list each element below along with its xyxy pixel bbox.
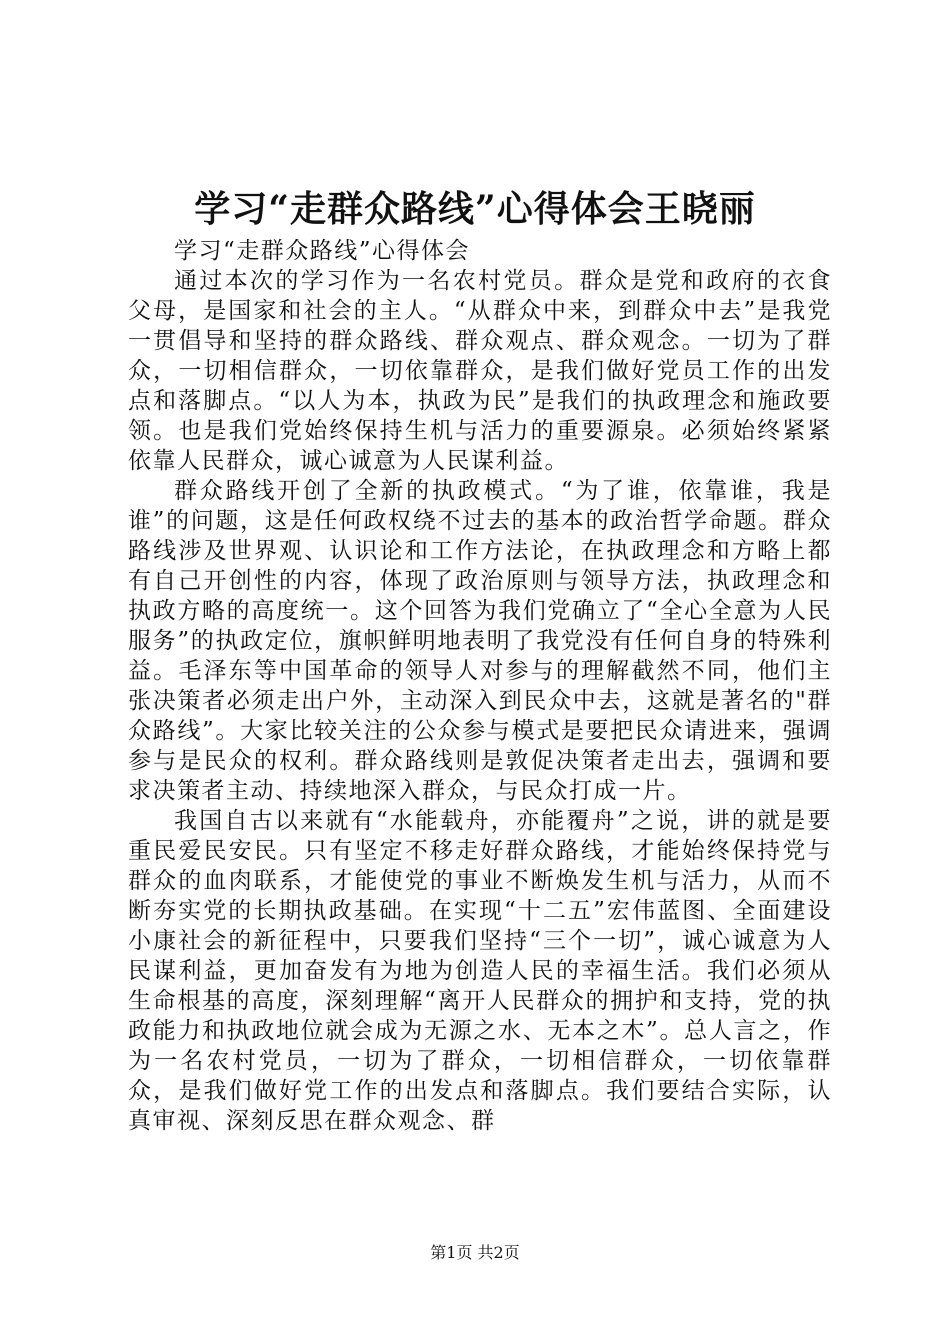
document-body <box>128 236 832 1136</box>
body-paragraph: 通过本次的学习作为一名农村党员。群众是党和政府的衣食父母，是国家和社会的主人。“从群众中来，到群众中去”是我党一贯倡导和坚持的群众路线、群众观点、群众观念。一切为了群众，一切相信群众，一切依靠群众，是我们做好党员工作的出发点和落脚点。“以人为本，执政为民”是我们的执政理念和施政要领。也是我们党始终保持生机与活力的重要源泉。必须始终紧紧依靠人民群众，诚心诚意为人民谋利益。 <box>128 268 832 474</box>
body-paragraph: 群众路线开创了全新的执政模式。“为了谁，依靠谁，我是谁”的问题，这是任何政权绕不过去的基本的政治哲学命题。群众路线涉及世界观、认识论和工作方法论，在执政理念和方略上都有自己开创性的内容，体现了政治原则与领导方法，执政理念和执政方略的高度统一。这个回答为我们党确立了“全心全意为人民服务”的执政定位，旗帜鲜明地表明了我党没有任何自身的特殊利益。毛泽东等中国革命的领导人对参与的理解截然不同，他们主张决策者必须走出户外，主动深入到民众中去，这就是著名的"群众路线”。大家比较关注的公众参与模式是要把民众请进来，强调参与是民众的权利。群众路线则是敦促决策者走出去，强调和要求决策者主动、持续地深入群众，与民众打成一片。 <box>128 478 832 804</box>
page-number-footer: 第1页 共2页 <box>430 1243 520 1262</box>
body-paragraph: 我国自古以来就有“水能载舟，亦能覆舟”之说，讲的就是要重民爱民安民。只有坚定不移走好群众路线，才能始终保持党与群众的血肉联系，才能使党的事业不断焕发生机与活力，从而不断夯实党的长期执政基础。在实现“十二五”宏伟蓝图、全面建设小康社会的新征程中，只要我们坚持“三个一切”，诚心诚意为人民谋利益，更加奋发有为地为创造人民的幸福生活。我们必须从生命根基的高度，深刻理解“离开人民群众的拥护和支持，党的执政能力和执政地位就会成为无源之水、无本之木”。总人言之，作为一名农村党员，一切为了群众，一切相信群众，一切依靠群众，是我们做好党工作的出发点和落脚点。我们要结合实际，认真审视、深刻反思在群众观念、群 <box>128 808 832 1134</box>
document-title: 学习“走群众路线”心得体会王晓丽 <box>194 188 756 230</box>
subtitle-paragraph: 学习“走群众路线”心得体会 <box>174 238 471 264</box>
